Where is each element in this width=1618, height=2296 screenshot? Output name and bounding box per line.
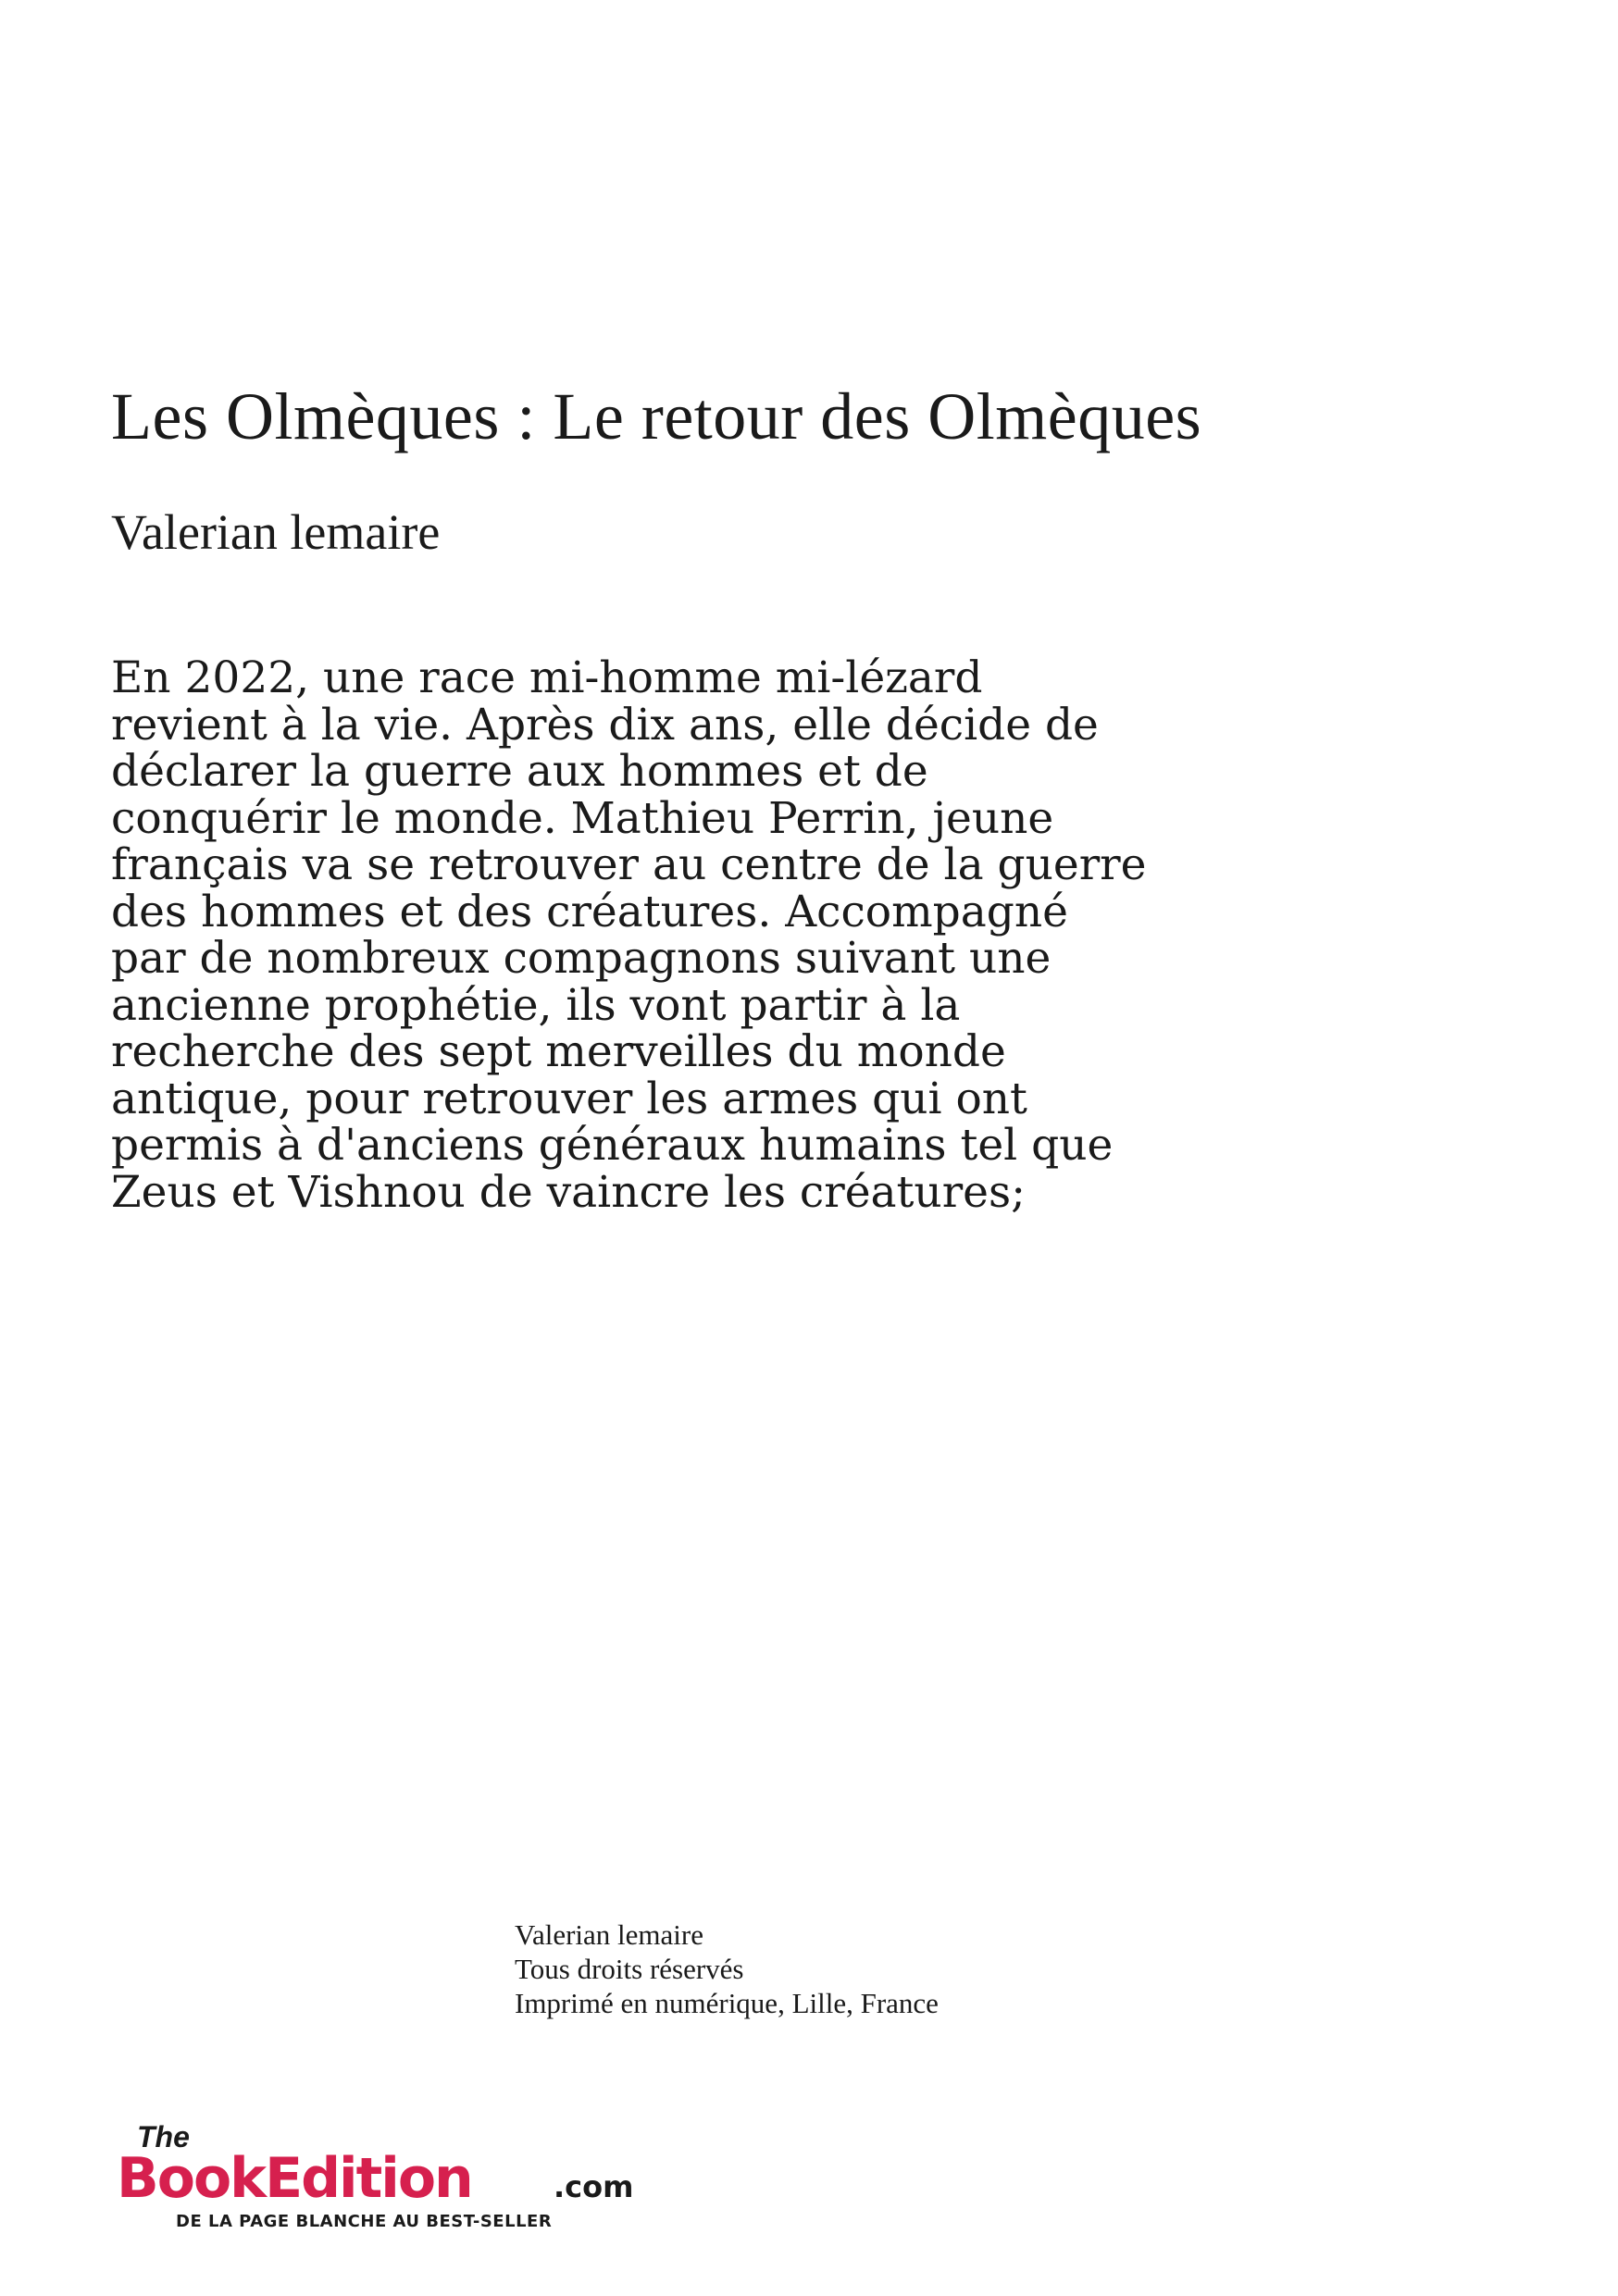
blurb-line: déclarer la guerre aux hommes et de	[111, 746, 928, 797]
book-author: Valerian lemaire	[111, 504, 441, 560]
blurb-line: En 2022, une race mi-homme mi-lézard	[111, 652, 983, 703]
colophon-printing: Imprimé en numérique, Lille, France	[515, 1987, 939, 2019]
blurb-line: antique, pour retrouver les armes qui ont	[111, 1073, 1027, 1124]
blurb-line: recherche des sept merveilles du monde	[111, 1026, 1006, 1077]
publisher-logo	[117, 2116, 672, 2236]
blurb-line: conquérir le monde. Mathieu Perrin, jeune	[111, 792, 1054, 844]
blurb-line: permis à d'anciens généraux humains tel que	[111, 1120, 1114, 1171]
blurb-line: des hommes et des créatures. Accompagné	[111, 886, 1068, 937]
blurb-line: revient à la vie. Après dix ans, elle décide de	[111, 699, 1099, 751]
logo-tld: .com	[554, 2169, 634, 2204]
logo-tagline: DE LA PAGE BLANCHE AU BEST-SELLER	[176, 2212, 553, 2231]
blurb-line: ancienne prophétie, ils vont partir à la	[111, 979, 961, 1031]
logo-name: BookEdition	[117, 2146, 472, 2211]
book-title: Les Olmèques : Le retour des Olmèques	[111, 379, 1202, 453]
colophon	[515, 1917, 939, 2020]
colophon-rights: Tous droits réservés	[515, 1953, 744, 1985]
colophon-author: Valerian lemaire	[515, 1918, 703, 1951]
book-blurb	[111, 652, 1277, 1218]
blurb-line: Zeus et Vishnou de vaincre les créatures;	[111, 1166, 1026, 1218]
blurb-line: français va se retrouver au centre de la guerre	[111, 839, 1147, 890]
blurb-line: par de nombreux compagnons suivant une	[111, 933, 1052, 984]
logo-the: The	[137, 2120, 190, 2153]
